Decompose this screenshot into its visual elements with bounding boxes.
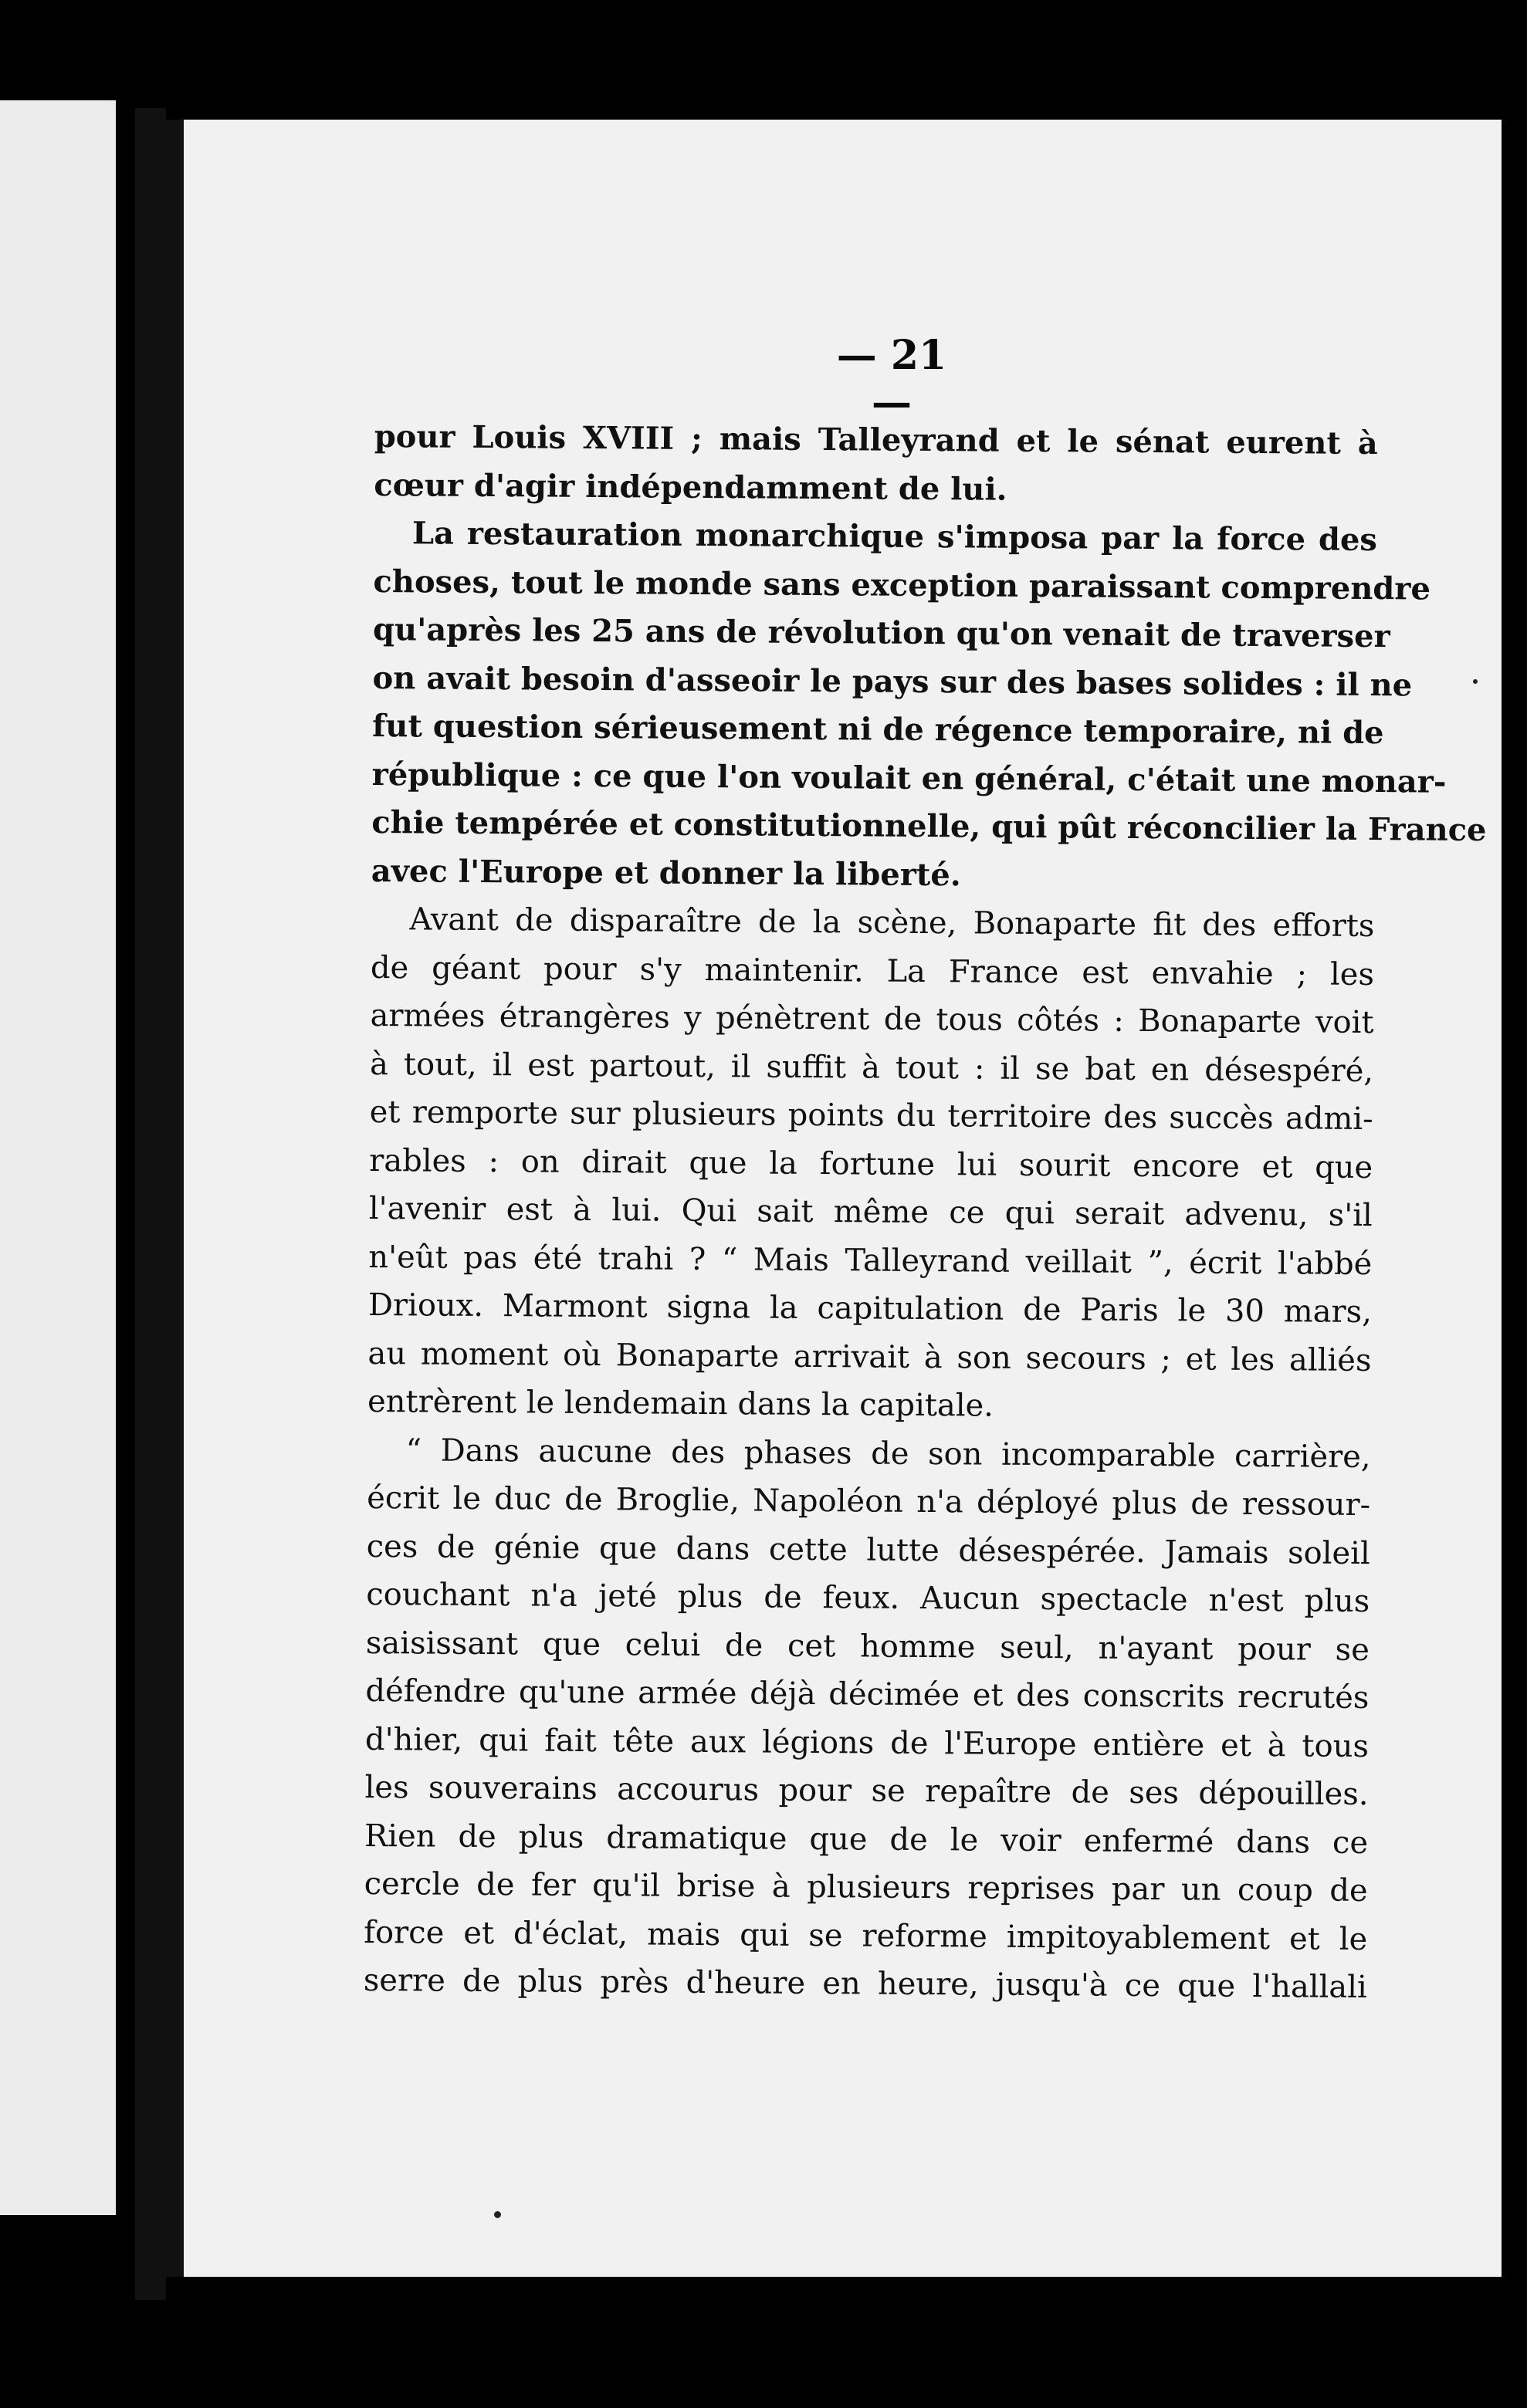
text-line: La restauration monarchique s'imposa par la force des xyxy=(411,515,1378,559)
previous-page-edge xyxy=(0,100,116,2215)
text-line: à tout, il est partout, il suffit à tout : il se bat en désespéré, xyxy=(369,1046,1374,1089)
text-line: de géant pour s'y maintenir. La France est envahie ; les xyxy=(370,949,1375,993)
text-line: les souverains accourus pour se repaître de ses dépouilles. xyxy=(364,1769,1369,1813)
text-line: force et d'éclat, mais qui se reforme impitoyablement et le xyxy=(364,1914,1368,1957)
book-spine-shadow xyxy=(135,108,166,2300)
body-text xyxy=(363,413,1487,2012)
page-number: — 21 — xyxy=(836,332,947,426)
text-line: “ Dans aucune des phases de son incomparable carrière, xyxy=(405,1432,1371,1475)
text-line: saisissant que celui de cet homme seul, n'ayant pour se xyxy=(365,1625,1370,1668)
text-line: et remporte sur plusieurs points du territoire des succès admi- xyxy=(369,1094,1373,1138)
paper-speck xyxy=(494,2211,501,2218)
text-line: armées étrangères y pénètrent de tous côtés : Bonaparte voit xyxy=(370,997,1374,1041)
text-line: chie tempérée et constitutionnelle, qui pût réconcilier la France xyxy=(371,803,1487,849)
text-line: avec l'Europe et donner la liberté. xyxy=(371,852,961,893)
text-line: l'avenir est à lui. Qui sait même ce qui serait advenu, s'il xyxy=(368,1190,1373,1234)
text-line: fut question sérieusement ni de régence temporaire, ni de xyxy=(372,707,1384,752)
text-line: entrèrent le lendemain dans la capitale. xyxy=(367,1383,994,1424)
text-line: n'eût pas été trahi ? “ Mais Talleyrand veillait ”, écrit l'abbé xyxy=(368,1239,1373,1282)
text-line: ces de génie que dans cette lutte désespérée. Jamais soleil xyxy=(366,1528,1370,1571)
text-line: Rien de plus dramatique que de le voir enfermé dans ce xyxy=(364,1818,1369,1861)
paper-speck xyxy=(1473,679,1478,684)
text-line: au moment où Bonaparte arrivait à son secours ; et les alliés xyxy=(367,1335,1372,1378)
text-line: pour Louis XVIII ; mais Talleyrand et le sénat eurent à xyxy=(374,418,1378,462)
text-line: rables : on dirait que la fortune lui sourit encore et que xyxy=(369,1142,1373,1185)
text-line: cercle de fer qu'il brise à plusieurs reprises par un coup de xyxy=(364,1865,1368,1909)
text-line: serre de plus près d'heure en heure, jusqu'à ce que l'hallali xyxy=(363,1962,1367,2006)
text-line: d'hier, qui fait tête aux légions de l'Europe entière et à tous xyxy=(364,1721,1370,1764)
text-line: république : ce que l'on voulait en général, c'était une monar- xyxy=(371,756,1447,800)
text-line: choses, tout le monde sans exception paraissant comprendre xyxy=(373,563,1431,607)
text-line: couchant n'a jeté plus de feux. Aucun spectacle n'est plus xyxy=(366,1576,1370,1620)
text-line: Avant de disparaître de la scène, Bonaparte fit des efforts xyxy=(409,901,1375,945)
text-line: on avait besoin d'asseoir le pays sur des bases solides : il ne xyxy=(372,659,1413,703)
text-line: défendre qu'une armée déjà décimée et des conscrits recrutés xyxy=(365,1672,1370,1716)
text-line: écrit le duc de Broglie, Napoléon n'a déployé plus de ressour- xyxy=(367,1480,1371,1524)
text-line: cœur d'agir indépendamment de lui. xyxy=(374,466,1007,508)
text-line: Drioux. Marmont signa la capitulation de Paris le 30 mars, xyxy=(367,1287,1373,1331)
text-line: qu'après les 25 ans de révolution qu'on venait de traverser xyxy=(372,610,1390,655)
